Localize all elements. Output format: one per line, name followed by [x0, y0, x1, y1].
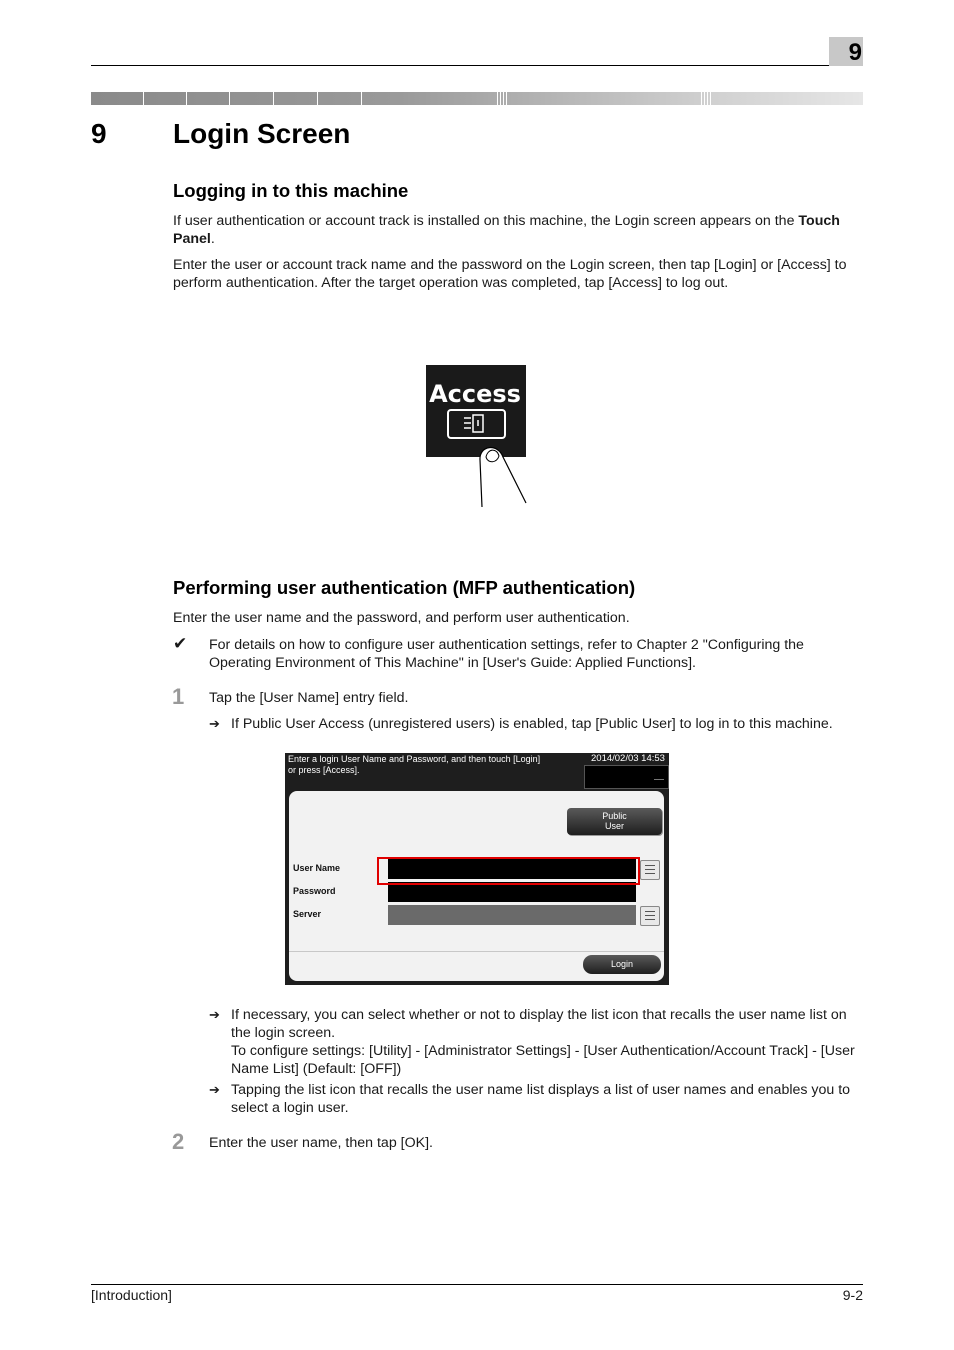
step-number-2: 2	[172, 1129, 185, 1154]
chapter-number: 9	[91, 118, 107, 149]
section-heading-mfp-auth: Performing user authentication (MFP authentication)	[173, 577, 636, 598]
arrow-icon: ➔	[209, 1082, 220, 1097]
highlight-user-name-field	[377, 857, 640, 885]
server-list-icon[interactable]	[640, 906, 660, 926]
step-number-1: 1	[172, 684, 185, 709]
status-area	[584, 765, 669, 789]
user-list-icon[interactable]	[640, 860, 660, 880]
footer-section: [Introduction]	[91, 1287, 172, 1303]
password-label: Password	[293, 886, 336, 896]
header-band	[91, 92, 863, 105]
section-heading-logging-in: Logging in to this machine	[173, 180, 409, 201]
access-label: Access	[429, 380, 521, 408]
header-rule	[91, 65, 863, 66]
check-icon: ✔	[173, 634, 188, 653]
access-button-illustration	[426, 365, 528, 507]
footer-page-number: 9-2	[842, 1287, 863, 1303]
login-button[interactable]: Login	[583, 955, 661, 974]
status-icon	[654, 779, 664, 784]
check-note: For details on how to configure user authentication settings, refer to Chapter 2 "Configuring the Operating Environment of This Machine" in [User's Guide: Applied Functions].	[209, 637, 804, 671]
step-1-note: If Public User Access (unregistered users) is enabled, tap [Public User] to log in to this machine.	[231, 716, 833, 732]
chapter-tab: 9	[829, 37, 863, 66]
login-message: Enter a login User Name and Password, and then touch [Login] or press [Access].	[288, 754, 541, 775]
paragraph-intro: If user authentication or account track is installed on this machine, the Login screen appears on the Touch Panel.	[173, 213, 840, 247]
server-label: Server	[293, 909, 322, 919]
user-name-label: User Name	[293, 863, 341, 873]
datetime: 2014/02/03 14:53	[591, 753, 665, 764]
step-1-text: Tap the [User Name] entry field.	[209, 690, 409, 706]
paragraph-auth-intro: Enter the user name and the password, and perform user authentication.	[173, 610, 630, 626]
note-list-icon: If necessary, you can select whether or not to display the list icon that recalls the user name list on the login screen. To configure settings: [Utility] - [Administrator Settings] - [User Authentication/Account Track] - [User Name List] (Default: [OFF])	[231, 1007, 855, 1077]
note-user-list: Tapping the list icon that recalls the user name list displays a list of user names and enables you to select a login user.	[231, 1082, 851, 1116]
password-field[interactable]	[388, 882, 636, 902]
login-panel	[289, 791, 664, 981]
arrow-icon: ➔	[209, 1007, 220, 1022]
panel-divider	[289, 951, 664, 952]
footer-rule	[91, 1284, 863, 1285]
server-field[interactable]	[388, 905, 636, 925]
paragraph-login-instructions: Enter the user or account track name and the password on the Login screen, then tap [Login] or [Access] to perform authentication. After the target operation was completed, tap [Access] to log out.	[173, 257, 847, 291]
public-user-button[interactable]: Public User	[567, 808, 662, 835]
chapter-title: Login Screen	[173, 118, 351, 149]
arrow-icon: ➔	[209, 716, 220, 731]
step-2-text: Enter the user name, then tap [OK].	[209, 1135, 433, 1151]
